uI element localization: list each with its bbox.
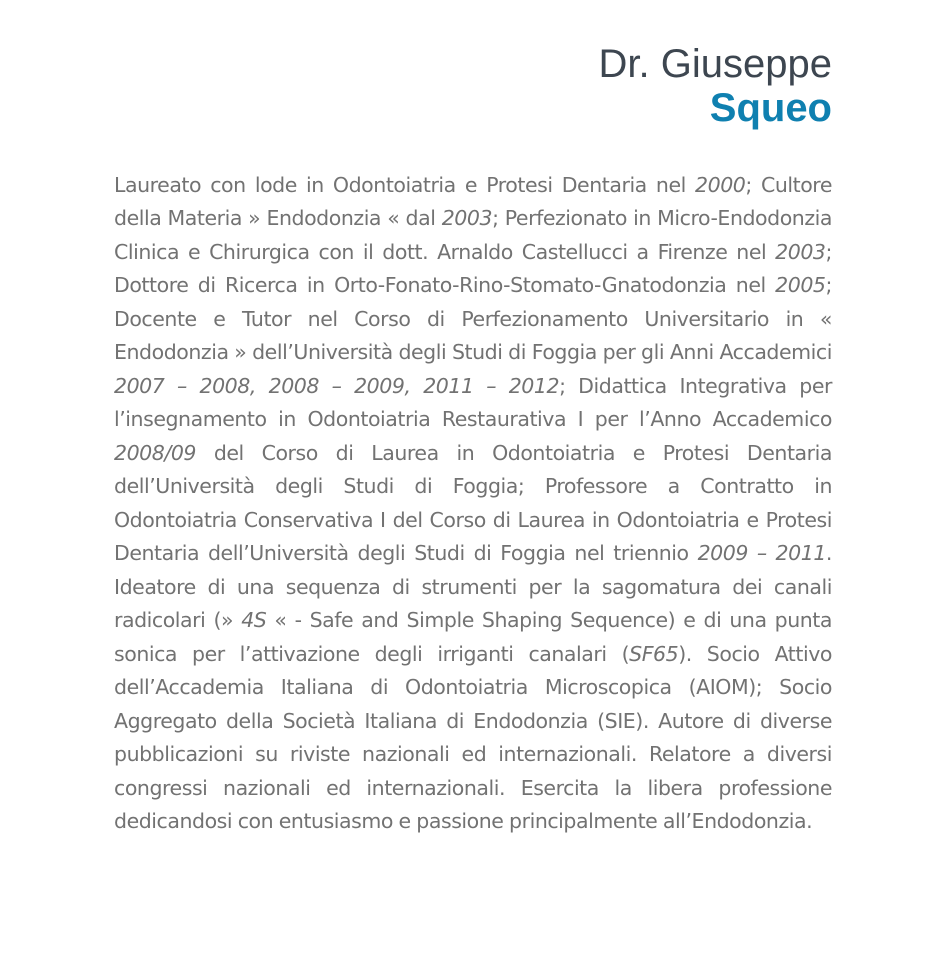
bio-text: ; Cultore della Materia » Endodonzia « dal [114,172,832,230]
bio-highlight: 2008/09 [114,440,197,465]
bio-text: « - Safe and Simple Shaping Sequence) e di una punta sonica per l’attivazione degli irriganti canalari ( [114,608,833,666]
bio-text: . Ideatore di una sequenza di strumenti per la sagomatura dei canali radicolari (» [114,541,832,632]
bio-text: Laureato con lode in Odontoiatria e Protesi Dentaria nel [114,172,696,197]
bio-text: ; Dottore di Ricerca in Orto-Fonato-Rino-Stomato-Gnatodonzia nel [114,239,832,297]
bio-text: del Corso di Laurea in Odontoiatria e Protesi Dentaria dell’Università degli Studi di Foggia; Professore a Contratto in Odontoiatria Conservativa I del Corso di Laurea in Odontoiatria e Protesi Dentaria dell’Università degli Studi di Foggia nel triennio [114,440,832,565]
bio-highlight: 2000 [695,172,746,197]
bio-highlight: 2003 [441,206,493,230]
bio-highlight: SF65 [629,641,679,666]
name-heading [599,42,832,130]
last-name: Squeo [709,86,832,130]
bio-highlight: 4S [241,608,267,632]
bio-highlight: 2005 [775,273,826,297]
bio-text: ; Docente e Tutor nel Corso di Perfezionamento Universitario in « Endodonzia » dell’Università degli Studi di Foggia per gli Anni Accademici [114,273,832,364]
bio-highlight: 2003 [775,239,826,264]
bio-text: ). Socio Attivo dell’Accademia Italiana di Odontoiatria Microscopica (AIOM); Socio Aggregato della Società Italiana di Endodonzia (SIE). Autore di diverse pubblicazioni su riviste nazionali ed internazionali. Relatore a diversi congressi nazionali ed internazionali. Esercita la libera professione dedicandosi con entusiasmo e passione principalmente all’Endodonzia. [114,641,832,833]
bio-text: ; Perfezionato in Micro-Endodonzia Clinica e Chirurgica con il dott. Arnaldo Castellucci a Firenze nel [114,206,833,264]
first-name: Dr. Giuseppe [598,42,832,86]
bio-highlight: 2007 – 2008, 2008 – 2009, 2011 – 2012 [114,373,560,398]
bio-text: ; Didattica Integrativa per l’insegnamento in Odontoiatria Restaurativa I per l’Anno Accademico [114,373,832,431]
bio-paragraph [114,169,832,839]
bio-highlight: 2009 – 2011 [697,541,826,565]
